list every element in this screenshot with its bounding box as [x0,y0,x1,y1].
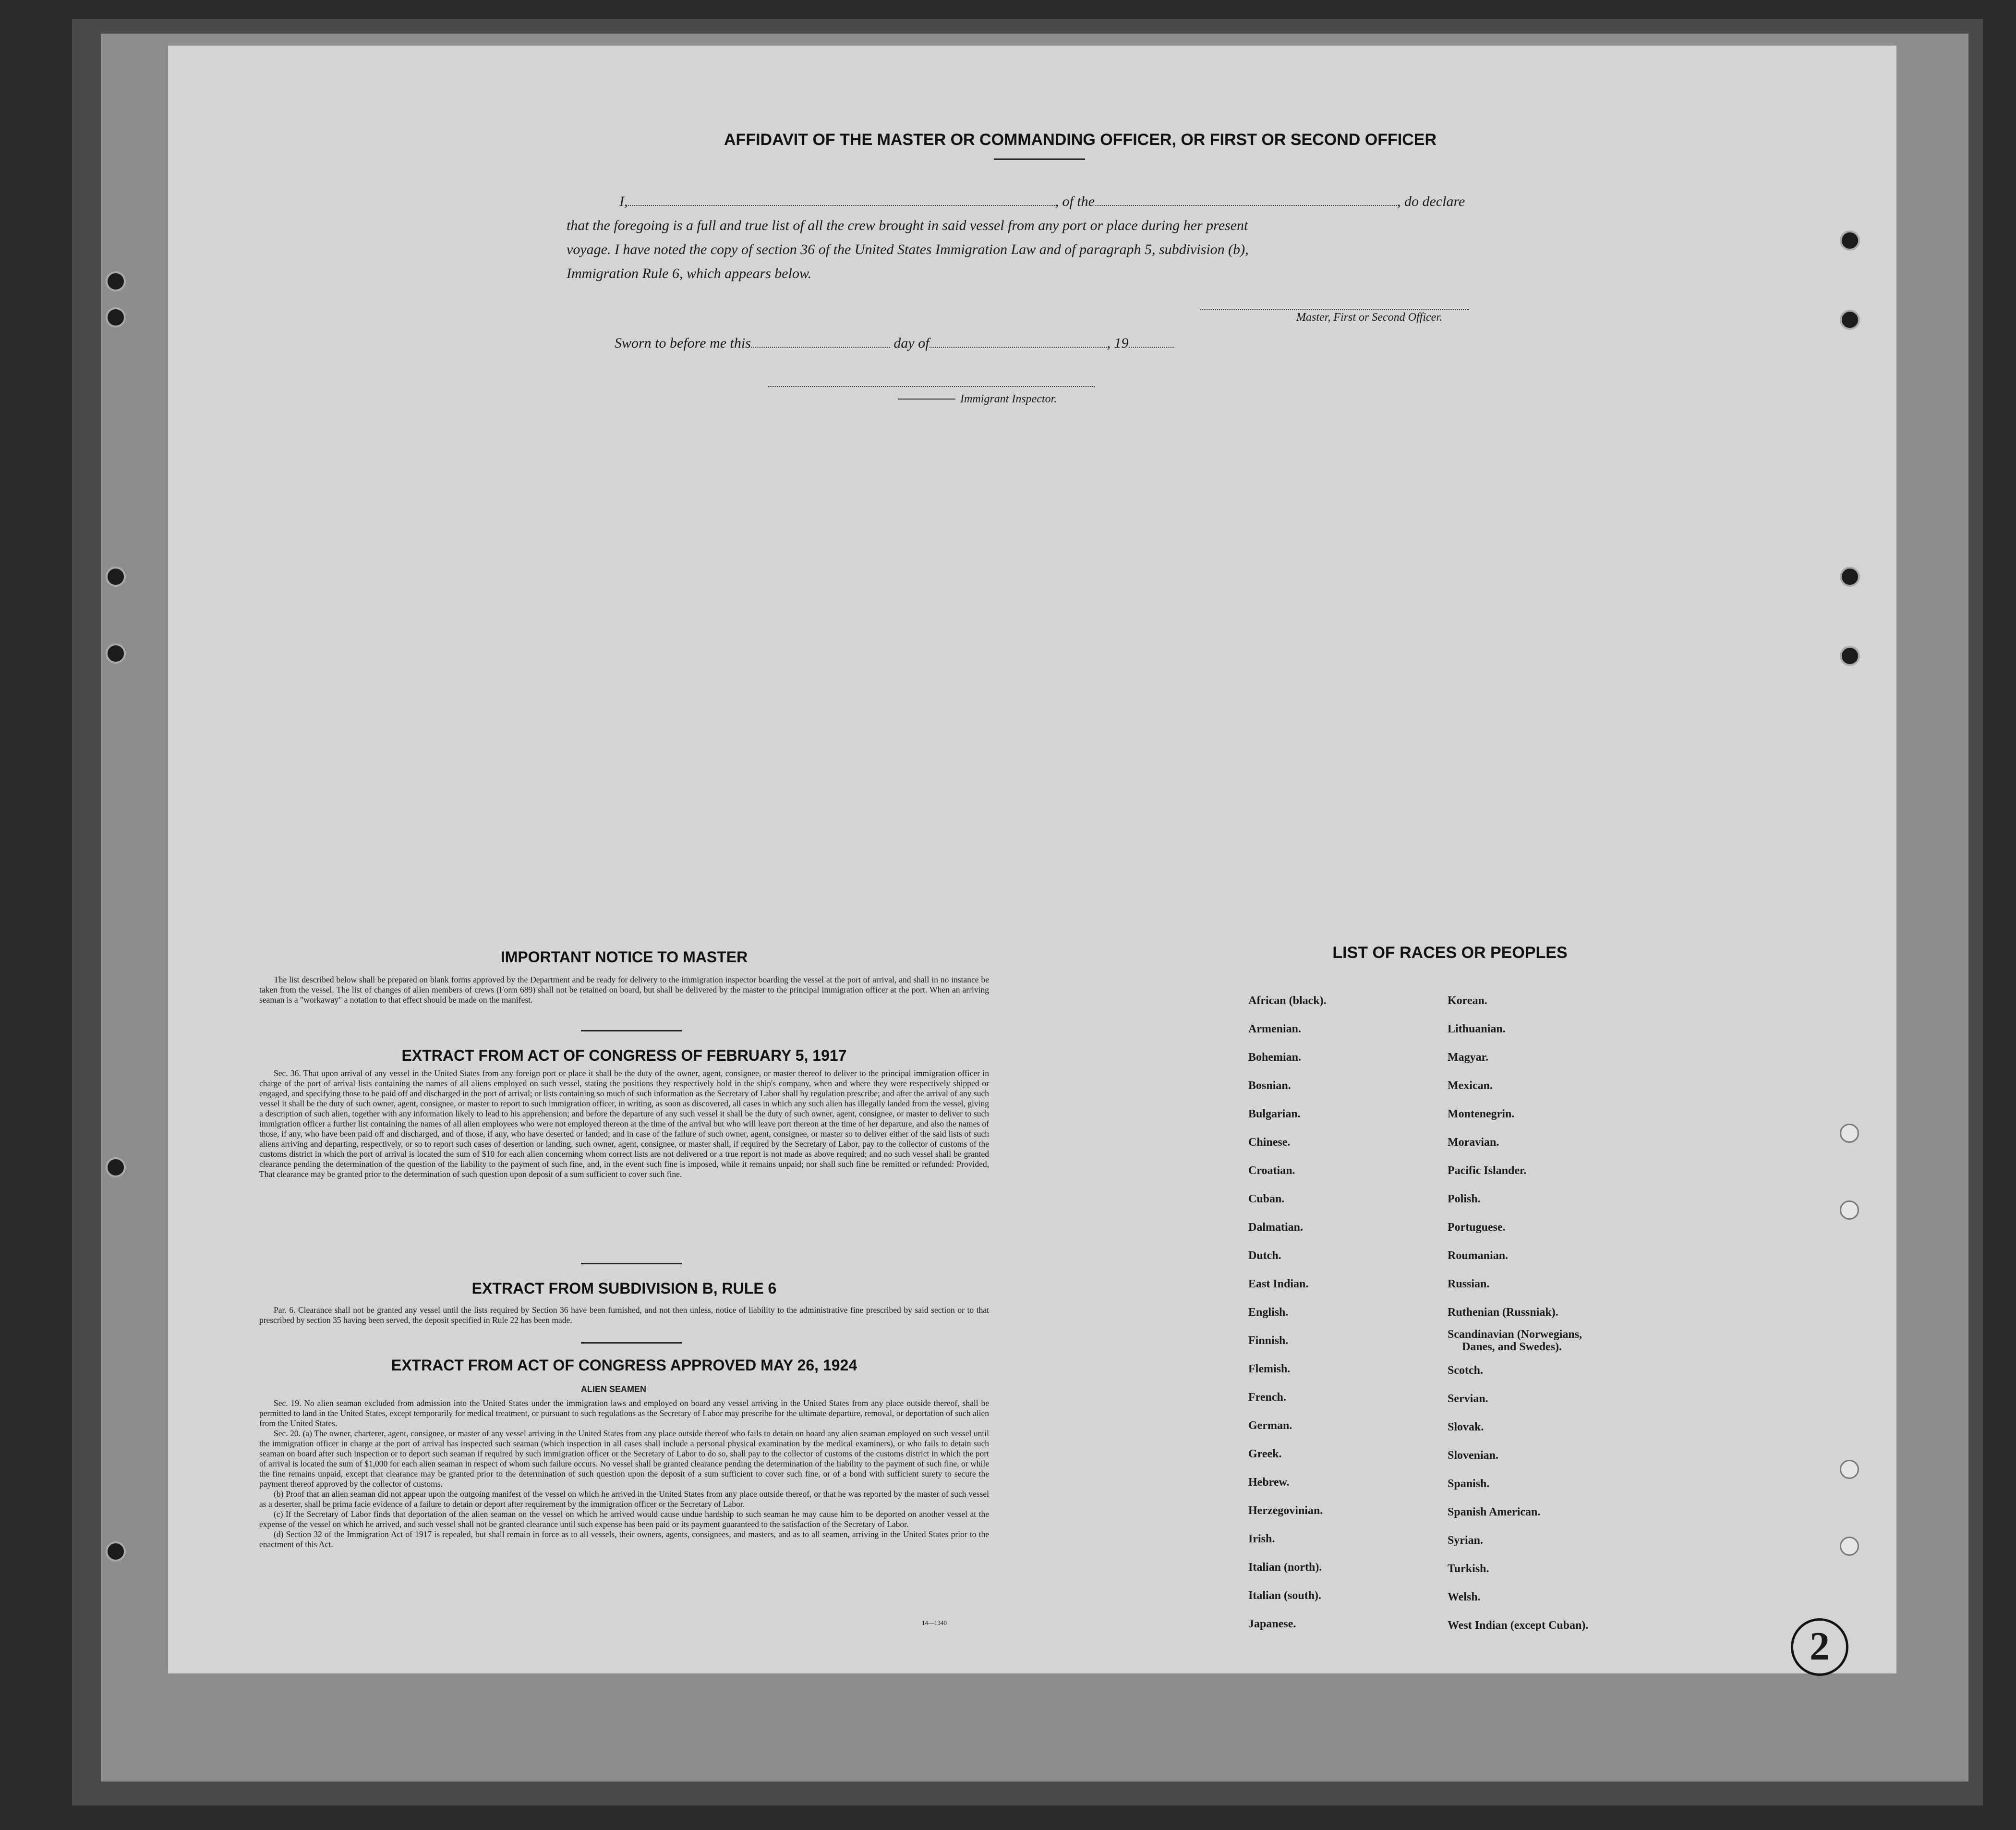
race-item: Irish. [1248,1533,1275,1545]
race-item: Polish. [1448,1193,1481,1205]
master-signature-label: Master, First or Second Officer. [1296,311,1442,324]
race-item: Chinese. [1248,1136,1291,1149]
race-item: Welsh. [1448,1591,1481,1603]
race-item: Syrian. [1448,1534,1484,1547]
binder-hole [106,307,126,327]
binder-hole [1840,1200,1859,1220]
race-item: Bulgarian. [1248,1108,1301,1120]
race-item: Herzegovinian. [1248,1504,1323,1517]
binder-hole [1840,230,1860,251]
race-item: Pacific Islander. [1448,1164,1527,1177]
race-item: Bohemian. [1248,1051,1302,1064]
race-item: West Indian (except Cuban). [1448,1619,1589,1632]
race-item: Russian. [1448,1278,1490,1290]
divider [581,1030,682,1031]
extract-1924-body [259,1398,989,1550]
race-item: Lithuanian. [1448,1023,1506,1035]
race-item: Scotch. [1448,1364,1483,1377]
race-item: Moravian. [1448,1136,1499,1149]
race-item: Magyar. [1448,1051,1489,1064]
extract-1917-title: EXTRACT FROM ACT OF CONGRESS OF FEBRUARY 5, 1917 [401,1047,847,1064]
race-item: Spanish American. [1448,1506,1541,1518]
divider [581,1342,682,1344]
sec-20c-text: (c) If the Secretary of Labor finds that deportation of the alien seaman on the vessel on which he arrived would cause undue hardship to such seaman he may cause him to be deported on another vessel at the expense of the vessel on which he arrived, and such vessel shall not be granted clearance until such expense has been paid or its payment guaranteed to the satisfaction of the Secretary of Labor. [259,1509,989,1529]
race-item: Portuguese. [1448,1221,1506,1234]
inspector-signature-field[interactable] [768,375,1095,387]
races-column-1 [1248,987,1327,1638]
sworn-year-field[interactable] [1129,335,1174,348]
race-item: German. [1248,1419,1292,1432]
races-column-2 [1448,987,1588,1640]
binder-hole [1840,310,1860,330]
race-item: Servian. [1448,1393,1488,1405]
affidavit-line-2: that the foregoing is a full and true list of all the crew brought in said vessel from any port or place during her present [567,218,1248,233]
race-item: Italian (north). [1248,1561,1322,1574]
race-item: French. [1248,1391,1286,1404]
binder-hole [106,567,126,587]
binder-hole [106,1157,126,1177]
page-number-annotation: 2 [1791,1618,1848,1676]
divider [898,399,955,400]
binder-hole [106,643,126,664]
race-item: Dalmatian. [1248,1221,1303,1234]
race-item: Armenian. [1248,1023,1301,1035]
extract-1924-subtitle: ALIEN SEAMEN [581,1384,647,1394]
sec-20a-text: Sec. 20. (a) The owner, charterer, agent, consignee, or master of any vessel arriving in the United States from any place outside thereof who fails to detain on board any alien seaman employed on such vessel until the immigration officer in charge at the port of arrival has inspected such seaman (which inspection in all cases shall include a personal physical examination by the medical examiners), or who fails to detain such seaman on board after such inspection or to deport such seaman if required by such immigration officer or the Secretary of Labor to do so, shall pay to the collector of customs of the customs district in which the port of arrival is located the sum of $1,000 for each alien seaman in respect of whom such failure occurs. No vessel shall be granted clearance pending the determination of the liability to the payment of such fine, or while the fine remains unpaid, except that clearance may be granted prior to the determination of such question upon the deposit of a sum sufficient to cover such fine, or of a bond with sufficient surety to secure the payment thereof approved by the collector of customs. [259,1429,989,1489]
affidavit-line-4: Immigration Rule 6, which appears below. [567,266,812,281]
race-item: Finnish. [1248,1334,1289,1347]
race-item: English. [1248,1306,1289,1319]
race-item: Ruthenian (Russniak). [1448,1306,1558,1319]
vessel-field[interactable] [1095,194,1397,206]
notice-title: IMPORTANT NOTICE TO MASTER [500,948,748,966]
binder-hole [1840,646,1860,666]
race-item: Croatian. [1248,1164,1295,1177]
race-item: Cuban. [1248,1193,1285,1205]
notice-text: The list described below shall be prepared on blank forms approved by the Department and be ready for delivery to the immigration inspector boarding the vessel at the port of arrival, and shall in no instance be taken from the vessel. The list of changes of alien members of crews (Form 689) shall not be retained on board, but shall be delivered by the master to the principal immigration officer at the port. When an arriving seaman is a "workaway" a notation to that effect should be made on the manifest. [259,975,989,1005]
race-item: Montenegrin. [1448,1108,1515,1120]
race-item: Slovenian. [1448,1449,1499,1462]
name-field[interactable] [628,194,1055,206]
race-item: Turkish. [1448,1563,1489,1575]
race-item: Japanese. [1248,1618,1296,1630]
sworn-day-field[interactable] [751,335,890,348]
sworn-month-field[interactable] [930,335,1107,348]
race-item: Slovak. [1448,1421,1484,1433]
extract-rule6-title: EXTRACT FROM SUBDIVISION B, RULE 6 [471,1280,777,1297]
race-item: Hebrew. [1248,1476,1290,1489]
race-item: Bosnian. [1248,1079,1291,1092]
divider [581,1263,682,1264]
extract-1924-title: EXTRACT FROM ACT OF CONGRESS APPROVED MAY 26, 1924 [391,1357,857,1374]
sworn-line: Sworn to before me this day of , 19 [615,331,1174,355]
race-item: Roumanian. [1448,1249,1509,1262]
races-title: LIST OF RACES OR PEOPLES [1332,944,1568,962]
sec-20b-text: (b) Proof that an alien seaman did not appear upon the outgoing manifest of the vessel on which he arrived in the United States from any place outside thereof, or that he was reported by the master of such vessel as a deserter, shall be prima facie evidence of a failure to detain or deport after requirement by the immigration officer or the Secretary of Labor. [259,1489,989,1509]
binder-hole [106,271,126,291]
extract-rule6-text: Par. 6. Clearance shall not be granted any vessel until the lists required by Section 36 have been furnished, and not then unless, notice of liability to the administrative fine prescribed by said section or to that prescribed by section 35 having been served, the deposit specified in Rule 22 has been made. [259,1305,989,1325]
race-item: Flemish. [1248,1363,1291,1375]
inspector-label: Immigrant Inspector. [960,393,1057,405]
race-item: Italian (south). [1248,1589,1322,1602]
binder-hole [1840,1537,1859,1556]
race-item-scandinavian: Scandinavian (Norwegians, Danes, and Swedes). [1448,1328,1582,1353]
binder-hole [1840,1460,1859,1479]
sec-20d-text: (d) Section 32 of the Immigration Act of 1917 is repealed, but shall remain in force as to all vessels, their owners, agents, consignees, and masters, and as to all seamen, arriving in the United States prior to the enactment of this Act. [259,1529,989,1549]
race-item: Dutch. [1248,1249,1281,1262]
race-item: Greek. [1248,1448,1282,1460]
binder-hole [106,1541,126,1562]
divider [994,158,1085,160]
race-item: Mexican. [1448,1079,1493,1092]
binder-hole [1840,567,1860,587]
affidavit-line-1: I, , of the , do declare [619,194,1465,209]
affidavit-title: AFFIDAVIT OF THE MASTER OR COMMANDING OFFICER, OR FIRST OR SECOND OFFICER [724,131,1437,149]
race-item: Korean. [1448,994,1487,1007]
extract-1917-text: Sec. 36. That upon arrival of any vessel in the United States from any foreign port or place it shall be the duty of the owner, agent, consignee, or master thereof to deliver to the principal immigration officer in charge of the port of arrival lists containing the names of all aliens employed on such vessel, stating the positions they respectively hold in the ship's company, when and where they were respectively shipped or engaged, and specifying those to be paid off and discharged in the port of arrival; or lists containing so much of such information as the Secretary of Labor shall by regulation prescribe; and after the arrival of any such vessel it shall be the duty of such owner, agent, consignee, or master to report to such immigration officer, in writing, as soon as discovered, all cases in which any such alien has illegally landed from the vessel, giving a description of such alien, together with any information likely to lead to his apprehension; and before the departure of any such vessel it shall be the duty of such owner, agent, consignee, or master to deliver to such immigration officer a further list containing the names of all alien employees who were not employed thereon at the time of the arrival but who will leave port thereon at the time of her departure, and also the names of those, if any, who have been paid off and discharged, and of those, if any, who have deserted or landed; and in case of the failure of such owner, agent, consignee, or master so to deliver either of the said lists of such aliens arriving and departing, respectively, or so to report such cases of desertion or landing, such owner, agent, consignee, or master shall, if required by the Secretary of Labor, pay to the collector of customs of the customs district in which the port of arrival is located the sum of $10 for each alien concerning whom correct lists are not delivered or a true report is not made as above required; and no such vessel shall be granted clearance pending the determination of the question of the liability to the payment of such fine, and, in the event such fine is imposed, while it remains unpaid; nor shall such fine be remitted or refunded: Provided, That clearance may be granted prior to the determination of such question upon deposit of a sum sufficient to cover such fine. [259,1068,989,1179]
sec-19-text: Sec. 19. No alien seaman excluded from admission into the United States under the immigration laws and employed on board any vessel arriving in the United States from any place outside thereof, shall be permitted to land in the United States, except temporarily for medical treatment, or pursuant to such regulations as the Secretary of Labor may prescribe for the ultimate departure, removal, or deportation of such alien from the United States. [259,1398,989,1428]
race-item: African (black). [1248,994,1327,1007]
race-item: Spanish. [1448,1478,1490,1490]
race-item: East Indian. [1248,1278,1309,1290]
affidavit-line-3: voyage. I have noted the copy of section 36 of the United States Immigration Law and of paragraph 5, subdivision (b), [567,242,1249,257]
binder-hole [1840,1124,1859,1143]
form-number: 14—1340 [922,1619,947,1626]
master-signature-field[interactable] [1200,298,1469,310]
